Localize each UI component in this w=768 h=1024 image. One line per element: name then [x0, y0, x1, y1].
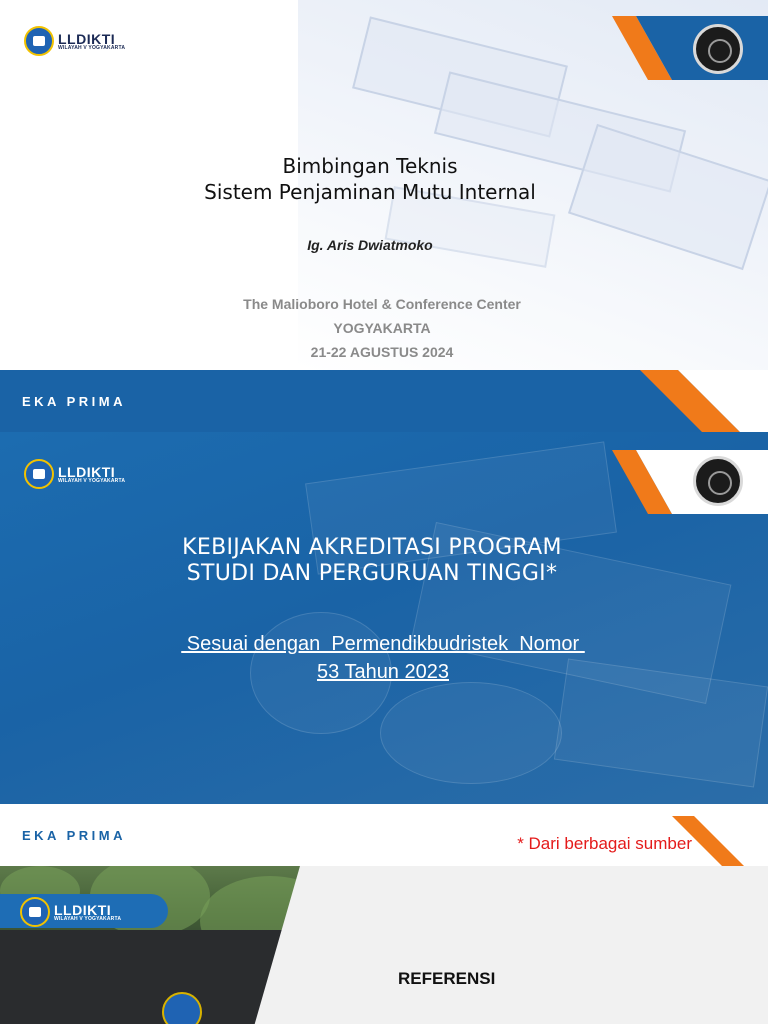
logo-subtitle: WILAYAH V YOGYAKARTA: [54, 915, 122, 922]
title-line-1: Bimbingan Teknis: [282, 154, 458, 178]
lldikti-logo: [20, 897, 121, 927]
author-name: Ig. Aris Dwiatmoko: [307, 237, 433, 253]
slide-2: [0, 432, 768, 866]
footer-accent: [640, 370, 768, 432]
slide-subtitle: [118, 630, 648, 686]
section-heading: REFERENSI: [398, 969, 496, 988]
corner-accent-band: [612, 16, 768, 80]
tut-wuri-handayani-icon: [20, 897, 50, 927]
slide-1: [0, 0, 768, 432]
title-line-1: KEBIJAKAN AKREDITASI PROGRAM: [182, 535, 562, 560]
lldikti-logo: [24, 26, 125, 56]
lldikti-wilayah-v-seal-icon: [693, 24, 743, 74]
subtitle-line-2: 53 Tahun 2023: [317, 661, 449, 683]
corner-accent-band: [612, 450, 768, 514]
title-line-2: Sistem Penjaminan Mutu Internal: [204, 180, 536, 204]
slide-3: [0, 866, 768, 1024]
subtitle-line-1: Sesuai dengan Permendikbudristek Nomor: [181, 633, 585, 655]
tut-wuri-handayani-icon: [162, 992, 202, 1024]
logo-subtitle: WILAYAH V YOGYAKARTA: [58, 44, 126, 51]
footer-bar: [0, 370, 768, 432]
logo-name: LLDIKTI: [54, 901, 112, 918]
slide-title: [0, 153, 740, 205]
source-note: * Dari berbagai sumber: [517, 834, 692, 853]
tut-wuri-handayani-icon: [24, 459, 54, 489]
event-details: [0, 292, 764, 364]
lldikti-wilayah-v-seal-icon: [693, 456, 743, 506]
footer-label: EKA PRIMA: [22, 394, 126, 409]
title-line-2: STUDI DAN PERGURUAN TINGGI*: [186, 561, 558, 586]
logo-banner: [0, 894, 168, 928]
logo-name: LLDIKTI: [58, 30, 116, 47]
logo-name: LLDIKTI: [58, 463, 116, 480]
lldikti-logo: [24, 459, 125, 489]
logo-subtitle: WILAYAH V YOGYAKARTA: [58, 477, 126, 484]
slide-title: [118, 535, 626, 587]
venue: The Malioboro Hotel & Conference Center: [243, 296, 521, 312]
city: YOGYAKARTA: [333, 320, 431, 336]
event-date: 21-22 AGUSTUS 2024: [310, 344, 454, 360]
tut-wuri-handayani-icon: [24, 26, 54, 56]
footer-label: EKA PRIMA: [22, 828, 126, 843]
